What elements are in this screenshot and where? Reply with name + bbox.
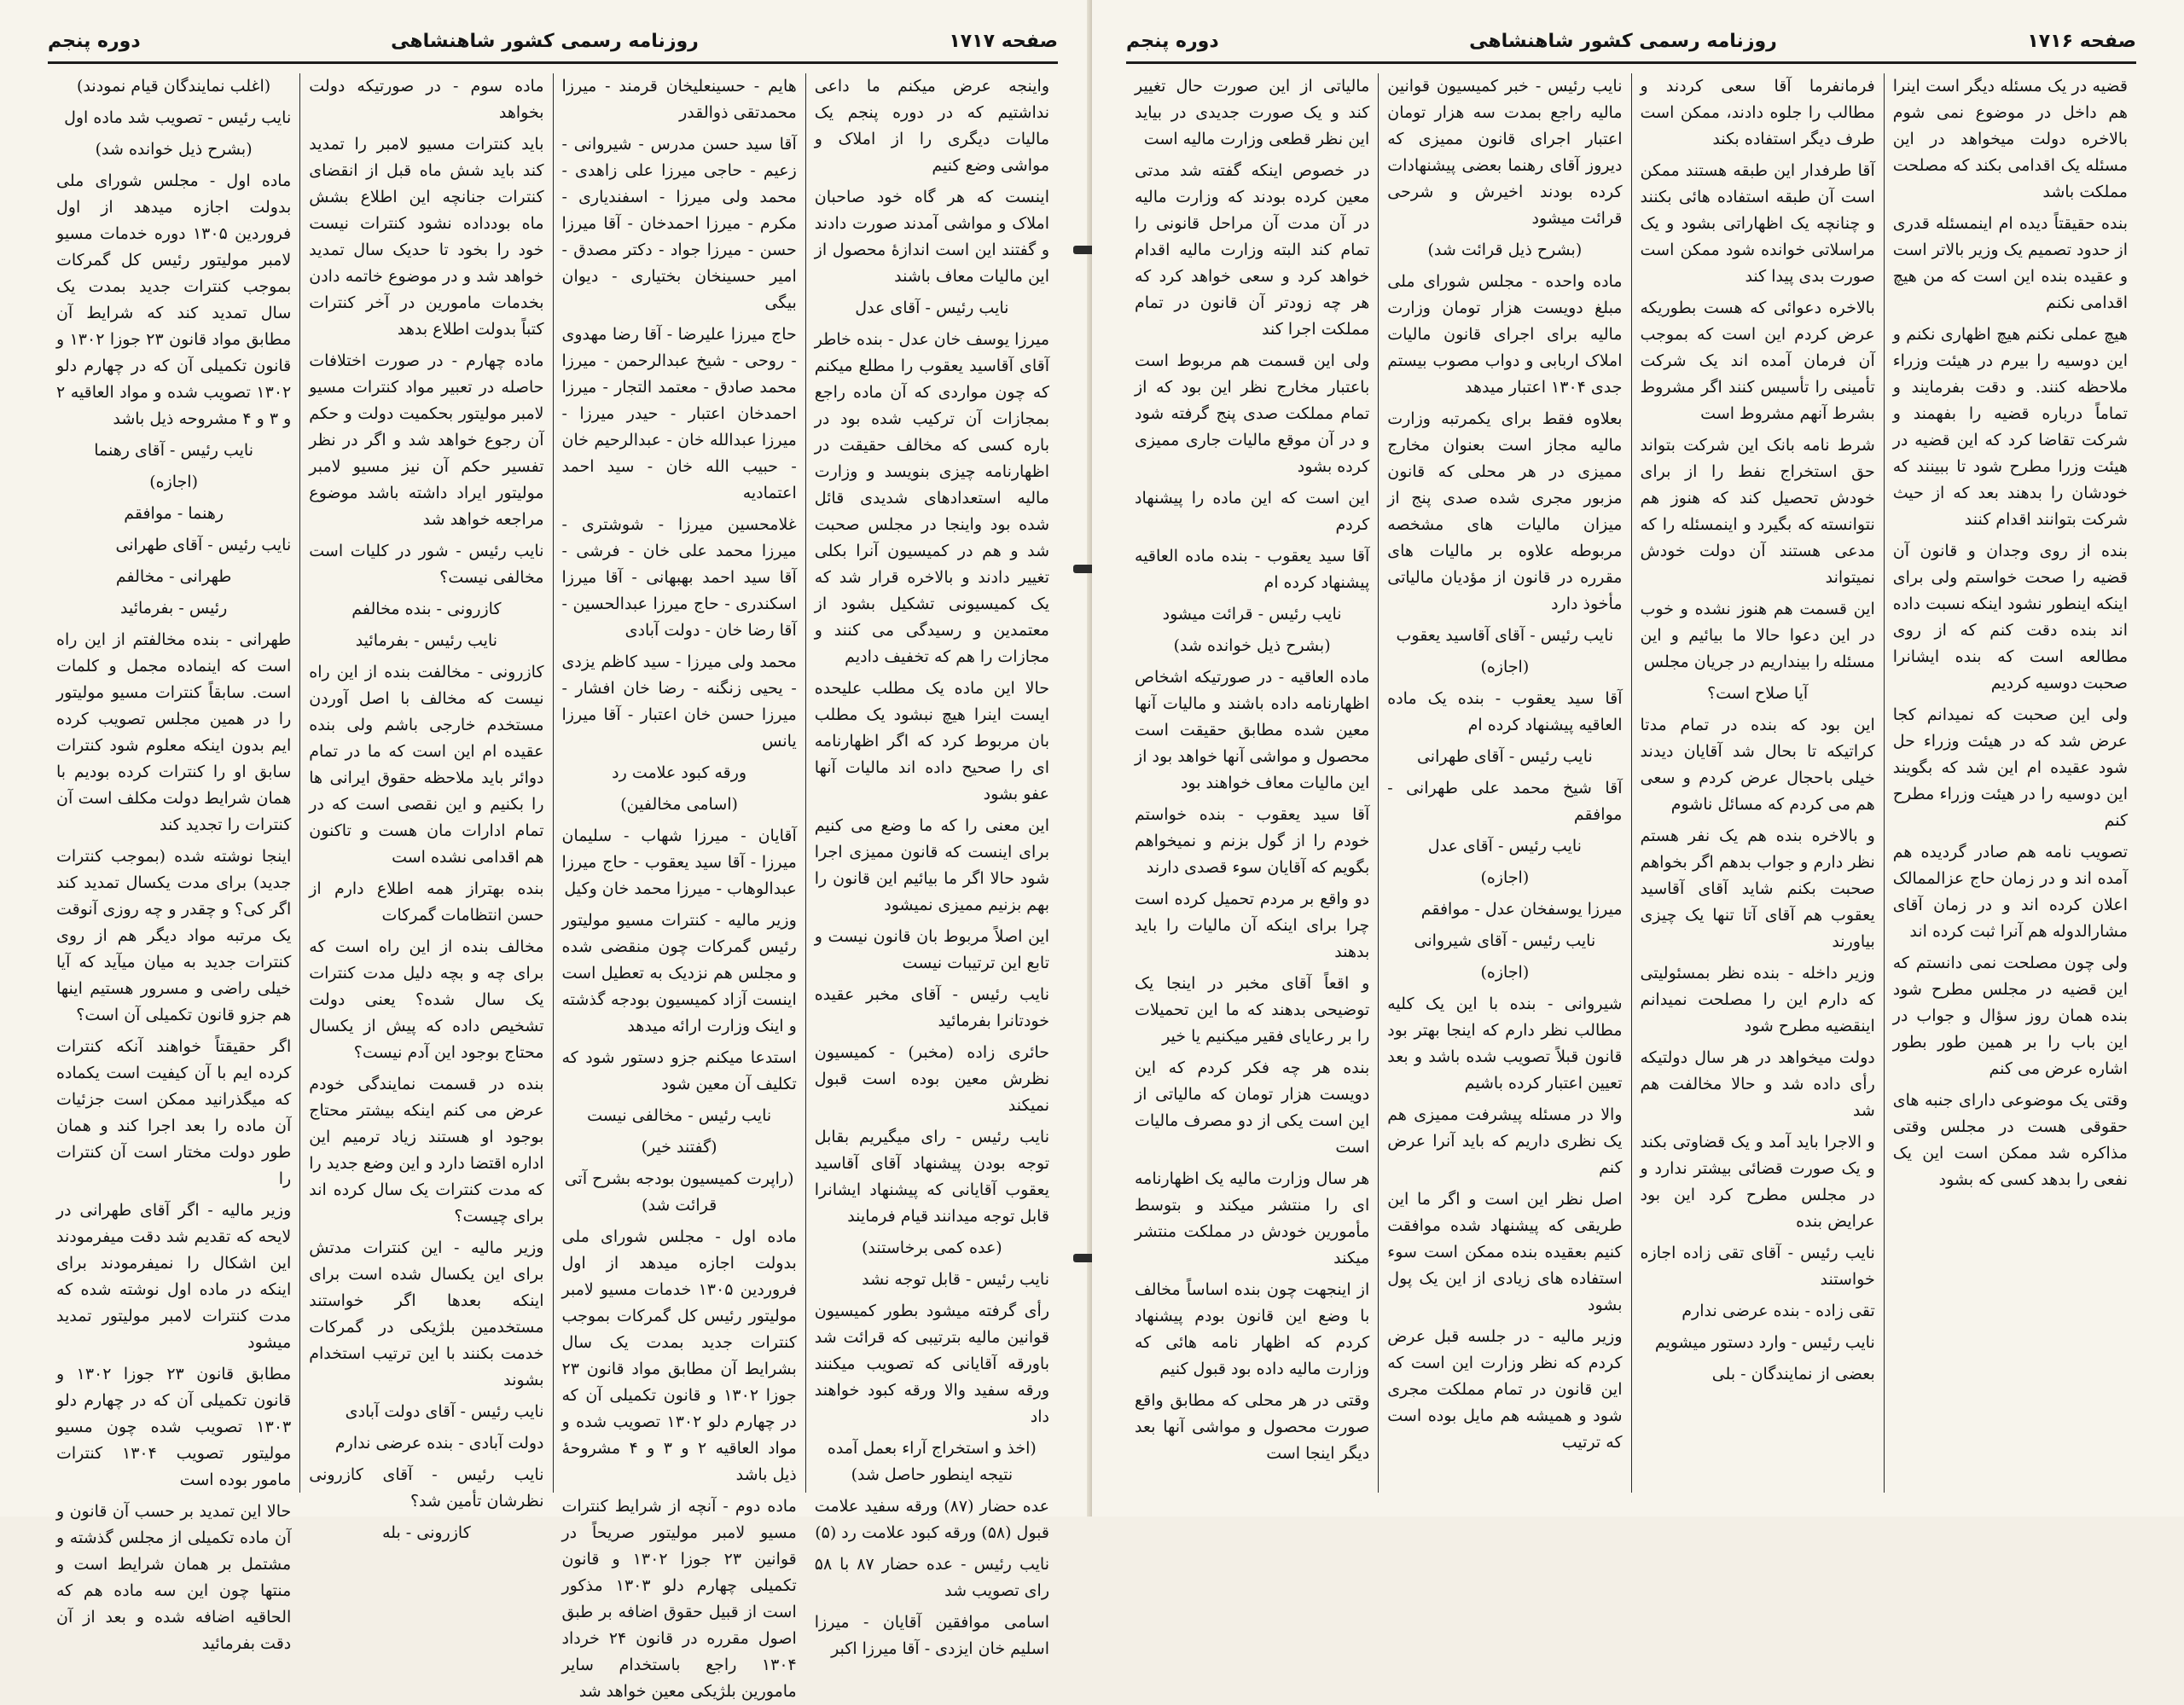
paragraph: دو واقع بر مردم تحمیل کرده است چرا برای اینکه آن مالیات را باید بدهند xyxy=(1135,890,1370,961)
paragraph: (عده کمی برخاستند) xyxy=(862,1238,1002,1257)
paragraph: وزیر مالیه - در جلسه قبل عرض کردم که نظر وزارت این است که این قانون در تمام مملکت مجری شود و همیشه هم مایل بوده است که ترتیب xyxy=(1387,1327,1623,1452)
paragraph: نایب رئیس - تصویب شد ماده اول xyxy=(64,108,292,127)
paragraph: میرزا یوسفخان عدل - موافقم xyxy=(1420,900,1623,919)
paragraph: شیروانی - بنده با این یک کلیه مطالب نظر دارم که اینجا بهتر بود قانون قبلاً تصویب شده باشد و بعد تعیین اعتبار کرده باشیم xyxy=(1387,995,1623,1093)
paragraph: آقا سید یعقوب - بنده یک ماده العاقیه پیشنهاد کرده ام xyxy=(1387,689,1623,734)
paragraph: نایب رئیس - رای میگیریم بقابل توجه بودن پیشنهاد آقای آقاسید یعقوب آقایانی که پیشنهاد ایشانرا قابل توجه میدانند قیام فرمایند xyxy=(814,1128,1049,1226)
newspaper-title: روزنامه رسمی کشور شاهنشاهی xyxy=(1469,30,1777,52)
paragraph: ماده اول - مجلس شورای ملی بدولت اجازه میدهد از اول فروردین ۱۳۰۵ دوره خدمات مسیو لامبر مولیتور رئیس کل گمرکات بموجب کنترات جدید بمدت یک سال تمدید کند که شرایط آن مطابق مواد قانون ۲۳ جوزا ۱۳۰۲ و قانون تکمیلی آن که در چهارم دلو ۱۳۰۲ تصویب شده و مواد العاقیه ۲ و ۳ و ۴ مشروحه ذیل باشد xyxy=(56,171,292,428)
paragraph: حالا این تمدید بر حسب آن قانون و آن ماده تکمیلی از مجلس گذشته و مشتمل بر همان شرایط است و منتها چون این سه ماده هم که الحاقیه اضافه شده و بعد از آن دقت بفرمائید xyxy=(56,1502,292,1653)
paragraph: آقا سید حسن مدرس - شیروانی - زعیم - حاجی میرزا علی زاهدی - محمد ولی میرزا - اسفندیاری - مکرم - میرزا احمدخان - آقا میرزا حسن - میرزا جواد - دکتر مصدق - امیر حسینخان بختیاری - دیوان بیگی xyxy=(561,135,797,312)
paragraph: میرزا یوسف خان عدل - بنده خاطر آقای آقاسید یعقوب را مطلع میکنم که چون مواردی که آن ماده راجع بمجازات آن ترکیب شده بود در باره کسی که مخالف حقیقت در اظهارنامه چیزی بنویسد و وزارت مالیه استعدادهای شدیدی قائل شده بود واینجا در مجلس صحبت شد و هم در کمیسیون آنرا بکلی تغییر دادند و بالاخره قرار شد که یک کمیسیونی تشکیل بشود از معتمدین و رسیدگی می کنند و مجازات را هم که تخفیف دادیم xyxy=(814,330,1049,666)
paragraph: این قسمت هم هنوز نشده و خوب در این دعوا حالا ما بیائیم و این مسئله را بینداریم در جریان مجلس xyxy=(1640,600,1875,671)
paragraph: مطابق قانون ۲۳ جوزا ۱۳۰۲ و قانون تکمیلی آن که در چهارم دلو ۱۳۰۳ تصویب شده چون مسیو مولیتور تصویب ۱۳۰۴ کنترات مامور بوده است xyxy=(56,1365,292,1489)
paragraph: و الاجرا باید آمد و یک قضاوتی بکند و یک صورت قضائی بیشتر ندارد و در مجلس مطرح کرد این بود عرایض بنده xyxy=(1640,1133,1875,1231)
paragraph: وزیر داخله - بنده نظر بمسئولیتی که دارم این را مصلحت نمیدانم اینقضیه مطرح شود xyxy=(1640,964,1875,1035)
paragraph: این بود که بنده در تمام مدتا کراتیکه تا بحال شد آقایان دیدند خیلی باحجال عرض کردم و سعی هم می کردم که مسائل ناشوم xyxy=(1640,716,1875,814)
paragraph: اصل نظر این است و اگر ما این طریقی که پیشنهاد شده موافقت کنیم بعقیده بنده ممکن است سوء استفاده های زیادی از این یک پول بشود xyxy=(1387,1190,1623,1314)
paragraph: آقا سید یعقوب - بنده خواستم خودم را از گول بزنم و نمیخواهم بگویم که آقایان سوء قصدی دارند xyxy=(1135,805,1370,877)
paragraph: آیا صلاح است؟ xyxy=(1707,684,1809,703)
paragraph: اینست که هر گاه خود صاحبان املاک و مواشی آمدند صورت دادند و گفتند این است اندازهٔ محصول از این مالیات معاف باشند xyxy=(814,188,1049,286)
paragraph: طهرانی - بنده مخالفتم از این راه است که اینماده مجمل و کلمات است. سابقاً کنترات مسیو مولیتور را در همین مجلس تصویب کرده ایم بدون اینکه معلوم شود کنترات سابق او را کنترات کرده بودیم با همان شرایط دولت مکلف است آن کنترات را تجدید کند xyxy=(56,630,292,834)
paragraph: این معنی را که ما وضع می کنیم برای اینست که قانون ممیزی اجرا شود حالا اگر ما بیائیم این قانون را بهم بزنیم ممیزی نمیشود xyxy=(814,816,1049,914)
page-number: صفحه ۱۷۱۶ xyxy=(2027,30,2136,52)
text-column xyxy=(1631,73,1884,1493)
paragraph: نایب رئیس - آقای طهرانی xyxy=(115,536,292,554)
paragraph: والا در مسئله پیشرفت ممیزی هم یک نظری داریم که باید آنرا عرض کنم xyxy=(1387,1105,1623,1177)
paragraph: این اصلاً مربوط بان قانون نیست و تابع این ترتیبات نیست xyxy=(814,927,1049,972)
paragraph: وزیر مالیه - این کنترات مدتش برای این یکسال شده است برای اینکه بعدها اگر خواستند مستخدمین بلژیکی در گمرکات خدمت بکنند با این ترتیب استخدام بشوند xyxy=(309,1238,544,1389)
paragraph: نایب رئیس - آقای رهنما xyxy=(94,441,253,460)
paragraph: ماده واحده - مجلس شورای ملی مبلغ دویست هزار تومان وزارت مالیه برای اجرای قانون مالیات املاک اربابی و دواب مصوب بیستم جدی ۱۳۰۴ اعتبار میدهد xyxy=(1387,272,1623,397)
paragraph: نایب رئیس - آقای شیروانی xyxy=(1414,931,1596,950)
paragraph: دولت میخواهد در هر سال دولتیکه رأی داده شد و حالا مخالفت هم شد xyxy=(1640,1048,1875,1120)
text-columns xyxy=(1126,73,2136,1493)
paragraph: حالا این ماده یک مطلب علیحده ایست اینرا هیچ نبشود یک مطلب بان مربوط کرد که اگر اظهارنامه ای را صحیح داده اند مالیات آنها عفو بشود xyxy=(814,679,1049,803)
paragraph: اگر حقیقتاً خواهند آنکه کنترات کرده ایم با آن کیفیت است یکماده که میگذرانید ممکن است جزئیات آن ماده را بعد اجرا کند و همان طور دولت مختار است آن کنترات را xyxy=(56,1037,292,1188)
paragraph: و اقعاً آقای مخبر در اینجا یک توضیحی بدهند که ما این تحمیلات را بر رعایای فقیر میکنیم یا خیر xyxy=(1135,974,1370,1046)
paragraph: شرط نامه بانک این شرکت بتواند حق استخراج نفط را از برای خودش تحصیل کند که هنوز هم نتوانسته که بگیرد و اینمسئله را که مدعی هستند آن دولت خودش نمیتواند xyxy=(1640,436,1875,587)
paragraph: وقتی در هر محلی که مطابق واقع صورت محصول و مواشی آنها بعد دیگر اینجا است xyxy=(1135,1391,1370,1463)
paragraph: آقا شیخ محمد علی طهرانی - موافقم xyxy=(1387,779,1623,824)
paragraph: اینجا نوشته شده (بموجب کنترات جدید) برای مدت یکسال تمدید کند اگر کی؟ و چقدر و چه روزی آنوقت یک مرتبه مواد دیگر هم از روی کنترات جدید به میان میآید که آیا خیلی راضی و مسرور هستیم اینها هم جزو قانون تکمیلی آن است؟ xyxy=(56,847,292,1024)
paragraph: ماده سوم - در صورتیکه دولت بخواهد xyxy=(309,77,544,122)
paragraph: نایب رئیس - شور در کلیات است مخالفی نیست؟ xyxy=(309,542,544,587)
paragraph: نایب رئیس - آقای دولت آبادی xyxy=(345,1402,544,1421)
paragraph: آقایان - میرزا شهاب - سلیمان میرزا - آقا سید یعقوب - حاج میرزا عبدالوهاب - میرزا محمد خان وکیل xyxy=(561,826,797,898)
paragraph: ماده دوم - آنچه از شرایط کنترات مسیو لامبر مولیتور صریحاً در قوانین ۲۳ جوزا ۱۳۰۲ و قانون تکمیلی چهارم دلو ۱۳۰۳ مذکور است از قبیل حقوق اضافه بر طبق اصول مقرره در قانون ۲۴ خرداد ۱۳۰۴ راجع باستخدام سایر مامورین بلژیکی معین خواهد شد xyxy=(561,1497,797,1701)
paragraph: هایم - حسینعلیخان قرمند - میرزا محمدتقی ذوالقدر xyxy=(561,77,797,122)
paragraph: طهرانی - مخالفم xyxy=(115,567,232,586)
paragraph: وزیر مالیه - کنترات مسیو مولیتور رئیس گمرکات چون منقضی شده و مجلس هم نزدیک به تعطیل است اینست آزاد کمیسیون بودجه گذشته و اینک وزارت ارائه میدهد xyxy=(561,911,797,1035)
paragraph: بالاخره دعوائی که هست بطوریکه عرض کردم این است که بموجب آن فرمان آمده اند یک شرکت تأمینی را تأسیس کنند اگر مشروط بشرط آنهم مشروط است xyxy=(1640,299,1875,423)
page-number: صفحه ۱۷۱۷ xyxy=(949,30,1058,52)
paragraph: محمد ولی میرزا - سید کاظم یزدی - یحیی زنگنه - رضا خان افشار - میرزا حسن خان اعتبار - آقا میرزا یانس xyxy=(561,652,797,751)
paragraph: ولی این قسمت هم مربوط است باعتبار مخارج نظر این بود که از تمام مملکت صدی پنج گرفته شود و در آن موقع مالیات جاری ممیزی کرده بشود xyxy=(1135,351,1370,476)
paragraph: بنده در قسمت نمایندگی خودم عرض می کنم اینکه بیشتر محتاج بوجود او هستند زیاد ترمیم این اداره اقتضا دارد و این وضع جدید را که مدت کنترات یک سال کرده اند برای چیست؟ xyxy=(309,1075,544,1226)
paragraph: تقی زاده - بنده عرضی ندارم xyxy=(1682,1302,1875,1320)
paragraph: نایب رئیس - آقای مخبر عقیده خودتانرا بفرمائید xyxy=(814,985,1049,1030)
paragraph: (اجازه) xyxy=(1480,868,1530,887)
paragraph: (اجازه) xyxy=(149,473,199,491)
paragraph: (اسامی مخالفین) xyxy=(620,795,738,814)
paragraph: (اخذ و استخراج آراء بعمل آمده نتیجه اینطور حاصل شد) xyxy=(827,1439,1037,1484)
right-page xyxy=(1092,0,2184,1517)
paragraph: ماده اول - مجلس شورای ملی بدولت اجازه میدهد از اول فروردین ۱۳۰۵ خدمات مسیو لامبر مولیتور رئیس کل گمرکات بموجب کنترات جدید بمدت یک سال بشرایط آن مطابق مواد قانون ۲۳ جوزا ۱۳۰۲ و قانون تکمیلی آن که در چهارم دلو ۱۳۰۲ تصویب شده و مواد العاقیه ۲ و ۳ و ۴ مشروحهٔ ذیل باشد xyxy=(561,1227,797,1484)
paragraph: فرمانفرما آقا سعی کردند و مطالب را جلوه دادند، ممکن است طرف دیگر استفاده بکند xyxy=(1640,77,1875,148)
paragraph: نایب رئیس - قابل توجه نشد xyxy=(862,1270,1049,1289)
page-header xyxy=(1126,24,2136,58)
paragraph: آقا سید یعقوب - بنده ماده العاقیه پیشنهاد کرده ام xyxy=(1135,547,1370,592)
paragraph: از اینجهت چون بنده اساساً مخالف با وضع این قانون بودم پیشنهاد کردم که اظهار نامه هائی که وزارت مالیه داده بود قبول کنیم xyxy=(1135,1280,1370,1378)
paragraph: قضیه در یک مسئله دیگر است اینرا هم داخل در موضوع نمی شوم بالاخره دولت میخواهد در این مسئله یک اقدامی بکند که مصلحت مملکت باشد xyxy=(1892,77,2128,201)
paragraph: نایب رئیس - خبر کمیسیون قوانین مالیه راجع بمدت سه هزار تومان اعتبار اجرای قانون ممیزی که دیروز آقای رهنما بعضی پیشنهادات کرده بودند اخیرش و شرحی قرائت میشود xyxy=(1387,77,1623,228)
paragraph: (گفتند خیر) xyxy=(641,1138,717,1157)
left-page xyxy=(0,0,1092,1701)
text-column xyxy=(1884,73,2136,1493)
paragraph: نایب رئیس - آقای کازرونی نظرشان تأمین شد؟ xyxy=(309,1465,544,1511)
header-rule xyxy=(48,61,1058,64)
paragraph: رأی گرفته میشود بطور کمیسیون قوانین مالیه بترتیبی که قرائت شد باورقه آقایانی که تصویب میکنند ورقه سفید والا ورقه کبود خواهند داد xyxy=(814,1302,1049,1426)
text-column xyxy=(1378,73,1630,1493)
paragraph: حاج میرزا علیرضا - آقا رضا مهدوی - روحی - شیخ عبدالرحمن - میرزا محمد صادق - معتمد التجار - میرزا احمدخان اعتبار - حیدر میرزا - میرزا عبدالله خان - عبدالرحیم خان - حبیب الله خان - سید احمد اعتمادیه xyxy=(561,325,797,502)
paragraph: نایب رئیس - وارد دستور میشویم xyxy=(1654,1333,1875,1352)
paragraph: اسامی موافقین آقایان - میرزا اسلیم خان ایزدی - آقا میرزا اکبر xyxy=(814,1613,1049,1658)
paragraph: رئیس - بفرمائید xyxy=(119,599,228,618)
paragraph: رهنما - موافقم xyxy=(124,504,224,523)
paragraph: ماده چهارم - در صورت اختلافات حاصله در تعبیر مواد کنترات مسیو لامبر مولیتور بحکمیت دولت و حکم آن رجوع خواهد شد و اگر در نظر تفسیر حکم آن نیز مسیو لامبر مولیتور ایراد داشته باشد موضوع مراجعه خواهد شد xyxy=(309,351,544,529)
term-label: دوره پنجم xyxy=(48,30,141,52)
paragraph: (بشرح ذیل قرائت شد) xyxy=(1427,241,1583,259)
text-column xyxy=(48,73,299,1653)
paragraph: نایب رئیس - آقای طهرانی xyxy=(1416,747,1593,766)
paragraph: بنده بهتراز همه اطلاع دارم از حسن انتظامات گمرکات xyxy=(309,879,544,925)
paragraph: (اغلب نمایندگان قیام نمودند) xyxy=(77,77,271,96)
paragraph: آقا طرفدار این طبقه هستند ممکن است آن طبقه استفاده هائی بکنند و چنانچه یک اظهاراتی بشود و یک مراسلاتی خوانده شود ممکن است صورت بدی پیدا کند xyxy=(1640,161,1875,286)
text-column xyxy=(553,73,805,1701)
paragraph: و بالاخره بنده هم یک نفر هستم نظر دارم و جواب بدهم اگر بخواهم صحبت بکنم شاید آقای آقاسید یعقوب هم آقای آتا تنها یک چیزی بیاورند xyxy=(1640,826,1875,951)
paragraph: باید کنترات مسیو لامبر را تمدید کند باید شش ماه قبل از انقضای کنترات جنانچه این اطلاع بشش ماه بودداده نشود کنترات نیست خود را بخود تا حدیک سال تمدید خواهد شد و در موضوع خاتمه دادن بخدمات مامورین در آخر کنترات کتباً بدولت اطلاع بدهد xyxy=(309,135,544,339)
text-columns xyxy=(48,73,1058,1701)
text-column xyxy=(299,73,552,1542)
newspaper-title: روزنامه رسمی کشور شاهنشاهی xyxy=(391,30,699,52)
paragraph: نایب رئیس - عده حضار ۸۷ با ۵۸ رای تصویب شد xyxy=(814,1555,1050,1600)
paragraph: (بشرح ذیل خوانده شد) xyxy=(1173,636,1331,655)
paragraph: بعضی از نمایندگان - بلی xyxy=(1711,1365,1875,1383)
paragraph: ولی چون مصلحت نمی دانستم که این قضیه در مجلس مطرح شود بنده همان روز سؤال و جواب در این باب را بر همین طور بطور اشاره عرض می کنم xyxy=(1892,954,2128,1078)
paragraph: واینجه عرض میکنم ما داعی نداشتیم که در دوره پنجم یک مالیات دیگری را از املاک و مواشی وضع کنیم xyxy=(814,77,1049,175)
paragraph: ورقه کبود علامت رد xyxy=(612,763,747,782)
paragraph: بنده حقیقتاً دیده ام اینمسئله قدری از حدود تصمیم یک وزیر بالاتر است و عقیده بنده این است که من هیچ اقدامی نکنم xyxy=(1892,214,2128,312)
paragraph: ولی این صحبت که نمیدانم کجا عرض شد که در هیئت وزراء حل شود عقیده ام این شد که بگویند این دوسیه را در هیئت وزراء مطرح کنم xyxy=(1892,705,2128,830)
paragraph: (اجازه) xyxy=(1480,963,1530,982)
text-column xyxy=(1126,73,1378,1493)
header-rule xyxy=(1126,61,2136,64)
paragraph: وقتی یک موضوعی دارای جنبه های حقوقی هست در مجلس وقتی مذاکره شد ممکن است این یک نفعی را بدهد کسی که بشود xyxy=(1892,1091,2128,1189)
paragraph: غلامحسین میرزا - شوشتری - میرزا محمد علی خان - فرشی - آقا سید احمد بهبهانی - آقا میرزا اسکندری - حاج میرزا عبدالحسین - آقا رضا خان - دولت آبادی xyxy=(561,515,797,640)
paragraph: این است که این ماده را پیشنهاد کردم xyxy=(1135,489,1370,534)
text-column xyxy=(805,73,1058,1658)
paragraph: کازرونی - بله xyxy=(382,1523,471,1542)
paragraph: کازرونی - بنده مخالفم xyxy=(351,600,502,618)
paragraph: دولت آبادی - بنده عرضی ندارم xyxy=(334,1434,544,1453)
paragraph: هیچ عملی نکنم هیچ اظهاری نکنم و این دوسیه را بیرم در هیئت وزراء ملاحظه کنند. و دقت بفرمایند و تماماً درباره قضیه را بفهمند و شرکت تقاضا کرد که این قضیه در هیئت وزرا مطرح شود تا ببینند که خودشان را بدهند بعد که از حیث شرکت بتوانند اقدام کنند xyxy=(1892,325,2128,529)
paragraph: کازرونی - مخالفت بنده از این راه نیست که مخالف با اصل آوردن مستخدم خارجی باشم ولی بنده عقیده ام این است که ما در تمام دوائر باید ملاحظه حقوق ایرانی ها را بکنیم و این نقصی است که در تمام ادارات مان هست و تاکنون هم اقدامی نشده است xyxy=(309,663,544,867)
paragraph: نایب رئیس - آقای تقی زاده اجازه خواستند xyxy=(1640,1244,1875,1289)
paragraph: بنده هر چه فکر کردم که این دویست هزار تومان که مالیاتی از این است یکی از دو مصرف مالیات است xyxy=(1135,1058,1370,1157)
paragraph: استدعا میکنم جزو دستور شود که تکلیف آن معین شود xyxy=(561,1048,797,1093)
paragraph: نایب رئیس - قرائت میشود xyxy=(1162,605,1342,623)
paragraph: (بشرح ذیل خوانده شد) xyxy=(95,140,253,159)
paragraph: (اجازه) xyxy=(1480,658,1530,676)
paragraph: (راپرت کمیسیون بودجه بشرح آتی قرائت شد) xyxy=(564,1169,794,1215)
paragraph: ماده العاقیه - در صورتیکه اشخاص اظهارنامه داده باشند و مالیات آنها معین شده مطابق حقیقت است محصول و مواشی آنها خواهد بود از این مالیات معاف خواهند بود xyxy=(1135,668,1370,792)
paragraph: تصویب نامه هم صادر گردیده هم آمده اند و در زمان حاج عزالممالک اعلان کرده اند و در زمان آقای مشارالدوله هم آنرا ثبت کرده اند xyxy=(1892,843,2128,941)
paragraph: عده حضار (۸۷) ورقه سفید علامت قبول (۵۸) ورقه کبود علامت رد (۵) xyxy=(814,1497,1049,1542)
paragraph: نایب رئیس - آقای آقاسید یعقوب xyxy=(1396,626,1614,645)
paragraph: بعلاوه فقط برای یکمرتبه وزارت مالیه مجاز است بعنوان مخارج ممیزی در هر محلی که قانون مزبور مجری شده صدی پنج از میزان مالیات های مشخصه مربوطه علاوه بر مالیات های مقرره در قانون از مؤدیان مالیاتی مأخوذ دارد xyxy=(1387,409,1623,613)
paragraph: حائری زاده (مخبر) - کمیسیون نظرش معین بوده است قبول نمیکند xyxy=(814,1043,1049,1115)
term-label: دوره پنجم xyxy=(1126,30,1219,52)
paragraph: نایب رئیس - مخالفی نیست xyxy=(587,1106,772,1125)
paragraph: بنده از روی وجدان و قانون آن قضیه را صحت خواستم ولی برای اینکه اینطور نشود اینکه نسبت داده اند بنده دقت کنم که از روی مطالعه است که بنده ایشانرا صحبت دوسیه کردیم xyxy=(1892,542,2128,693)
paragraph: نایب رئیس - آقای عدل xyxy=(1427,837,1582,855)
paragraph: نایب رئیس - آقای عدل xyxy=(855,299,1009,317)
paragraph: مخالف بنده از این راه است که برای چه و بچه دلیل مدت کنترات یک سال شده؟ یعنی دولت تشخیص داده که پیش از یکسال محتاج بوجود این آدم نیست؟ xyxy=(309,937,544,1062)
paragraph: در خصوص اینکه گفته شد مدتی معین کرده بودند که وزارت مالیه در آن مدت آن مراحل قانونی را تمام کند البته وزارت مالیه اقدام خواهد کرد و سعی خواهد کرد که هر چه زودتر آن قانون در تمام مملکت اجرا کند xyxy=(1135,161,1370,339)
paragraph: هر سال وزارت مالیه یک اظهارنامه ای را منتشر میکند و بتوسط مأمورین خودش در مملکت منتشر میکند xyxy=(1135,1169,1370,1267)
paragraph: مالیاتی از این صورت حال تغییر کند و یک صورت جدیدی در بیاید این نظر قطعی وزارت مالیه است xyxy=(1135,77,1370,148)
paragraph: وزیر مالیه - اگر آقای طهرانی در لایحه که تقدیم شد دقت میفرمودند این اشکال را نمیفرمودند برای اینکه در ماده اول نوشته شده که مدت کنترات لامبر مولیتور تمدید میشود xyxy=(56,1201,292,1352)
paragraph: نایب رئیس - بفرمائید xyxy=(355,631,498,650)
page-header xyxy=(48,24,1058,58)
